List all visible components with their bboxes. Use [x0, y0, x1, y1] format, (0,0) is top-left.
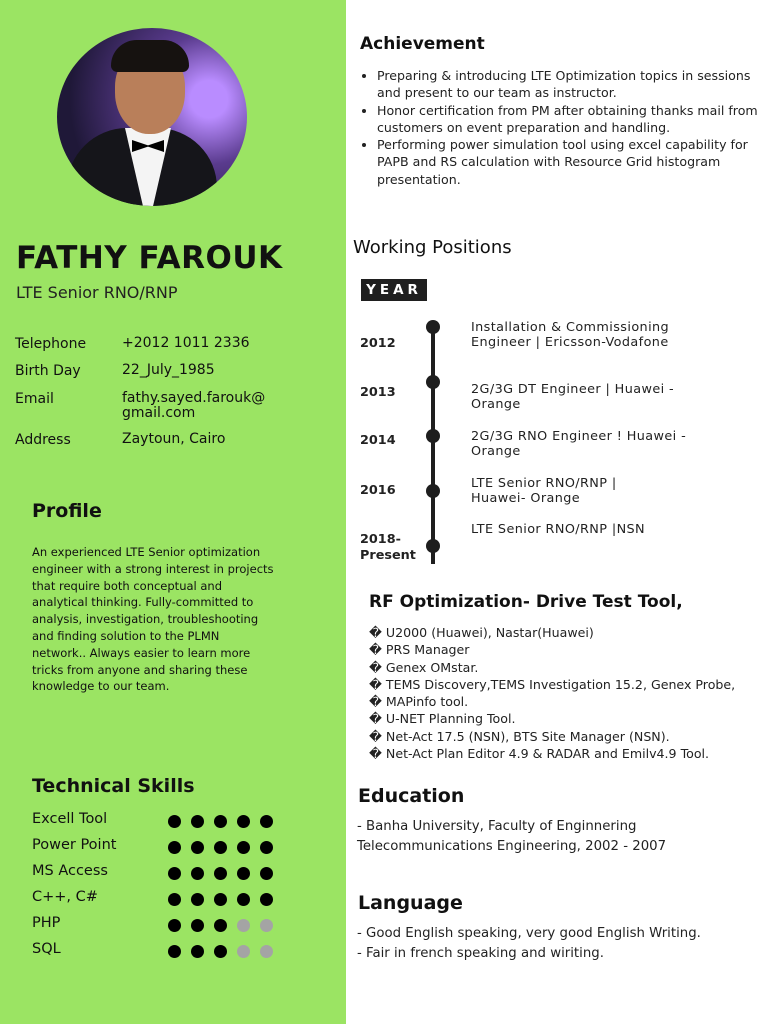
contact-value-email: fathy.sayed.farouk@ gmail.com — [122, 390, 266, 421]
skill-name: MS Access — [32, 863, 108, 879]
rating-dot-empty — [260, 945, 273, 958]
education-line: - Banha University, Faculty of Enginnering — [357, 819, 637, 834]
profile-heading: Profile — [32, 500, 102, 522]
rating-dot-empty — [237, 919, 250, 932]
photo-hair — [111, 40, 189, 72]
timeline-description: LTE Senior RNO/RNP |NSN — [471, 522, 646, 537]
achievement-item: • Performing power simulation tool using excel capability for PAPB and RS calculation with Resource Grid histogram presentation. — [377, 136, 762, 188]
candidate-title: LTE Senior RNO/RNP — [16, 283, 178, 302]
rating-dot-filled — [168, 893, 181, 906]
rating-dot-filled — [191, 893, 204, 906]
timeline-description: 2G/3G RNO Engineer ! Huawei - Orange — [471, 429, 687, 459]
timeline-description: Installation & Commissioning Engineer | Ericsson-Vodafone — [471, 320, 670, 350]
contact-label-birthday: Birth Day — [15, 363, 81, 379]
achievement-list — [360, 67, 762, 188]
rf-tool-item: � Net-Act 17.5 (NSN), BTS Site Manager (NSN). — [369, 728, 670, 744]
contact-value-birthday: 22_July_1985 — [122, 362, 215, 378]
achievement-heading: Achievement — [360, 34, 485, 54]
timeline-dot — [426, 484, 440, 498]
rf-tool-item: � TEMS Discovery,TEMS Investigation 15.2, Genex Probe, — [369, 676, 736, 692]
skill-rating — [168, 841, 278, 855]
rf-tools-heading: RF Optimization- Drive Test Tool, — [369, 592, 683, 612]
timeline-dot — [426, 429, 440, 443]
rating-dot-filled — [168, 945, 181, 958]
rating-dot-filled — [260, 841, 273, 854]
rating-dot-filled — [214, 815, 227, 828]
rating-dot-filled — [191, 815, 204, 828]
rating-dot-filled — [168, 815, 181, 828]
achievement-item: • Preparing & introducing LTE Optimization topics in sessions and present to our team as instructor. — [377, 67, 762, 102]
year-label: YEAR — [366, 282, 422, 298]
contact-label-telephone: Telephone — [15, 336, 87, 352]
timeline-year: 2016 — [360, 483, 396, 498]
timeline-dot — [426, 320, 440, 334]
skill-name: Excell Tool — [32, 811, 108, 827]
rating-dot-filled — [191, 867, 204, 880]
education-heading: Education — [358, 785, 465, 807]
rating-dot-filled — [214, 893, 227, 906]
timeline-description: 2G/3G DT Engineer | Huawei - Orange — [471, 382, 675, 412]
rf-tool-item: � Net-Act Plan Editor 4.9 & RADAR and Emilv4.9 Tool. — [369, 746, 710, 762]
rating-dot-filled — [168, 867, 181, 880]
rating-dot-filled — [260, 867, 273, 880]
contact-value-address: Zaytoun, Cairo — [122, 431, 226, 447]
candidate-name: FATHY FAROUK — [16, 240, 283, 276]
rf-tool-item: � Genex OMstar. — [369, 659, 479, 675]
skill-name: Power Point — [32, 837, 117, 853]
skills-heading: Technical Skills — [32, 775, 195, 797]
timeline-dot — [426, 375, 440, 389]
rating-dot-filled — [191, 919, 204, 932]
contact-value-telephone: +2012 1011 2336 — [122, 335, 250, 351]
year-label-box — [361, 279, 427, 301]
timeline-year: 2014 — [360, 433, 396, 448]
skill-rating — [168, 867, 278, 881]
rf-tool-item: � MAPinfo tool. — [369, 694, 469, 710]
rating-dot-filled — [168, 841, 181, 854]
language-line: - Fair in french speaking and wiriting. — [357, 946, 604, 961]
skill-rating — [168, 815, 278, 829]
contact-label-address: Address — [15, 432, 71, 448]
rating-dot-empty — [237, 945, 250, 958]
rating-dot-filled — [191, 945, 204, 958]
rf-tool-item: � U-NET Planning Tool. — [369, 711, 516, 727]
skill-rating — [168, 893, 278, 907]
timeline-year: 2012 — [360, 336, 396, 351]
timeline-year: 2013 — [360, 385, 396, 400]
timeline-description: LTE Senior RNO/RNP | Huawei- Orange — [471, 476, 617, 506]
skill-rating — [168, 919, 278, 933]
rating-dot-filled — [214, 919, 227, 932]
rating-dot-filled — [214, 945, 227, 958]
skill-name: C++, C# — [32, 889, 98, 905]
skill-rating — [168, 945, 278, 959]
rating-dot-filled — [237, 867, 250, 880]
language-heading: Language — [358, 892, 463, 914]
rating-dot-filled — [260, 815, 273, 828]
skill-name: SQL — [32, 941, 61, 957]
profile-photo — [57, 28, 247, 206]
contact-label-email: Email — [15, 391, 54, 407]
rf-tool-item: � PRS Manager — [369, 642, 470, 658]
timeline-dot — [426, 539, 440, 553]
rating-dot-filled — [214, 841, 227, 854]
rating-dot-filled — [237, 815, 250, 828]
rf-tool-item: � U2000 (Huawei), Nastar(Huawei) — [369, 625, 594, 640]
skill-name: PHP — [32, 915, 61, 931]
language-line: - Good English speaking, very good English Writing. — [357, 926, 701, 941]
positions-heading: Working Positions — [353, 237, 512, 258]
achievement-item: • Honor certification from PM after obtaining thanks mail from customers on event preparation and handling. — [377, 102, 762, 137]
rating-dot-filled — [237, 893, 250, 906]
rating-dot-filled — [191, 841, 204, 854]
rating-dot-empty — [260, 919, 273, 932]
rating-dot-filled — [237, 841, 250, 854]
rating-dot-filled — [260, 893, 273, 906]
rating-dot-filled — [168, 919, 181, 932]
rating-dot-filled — [214, 867, 227, 880]
rf-tools-list — [369, 624, 759, 762]
timeline-year: 2018- Present — [360, 532, 416, 563]
timeline-line — [431, 326, 435, 564]
profile-text: An experienced LTE Senior optimization engineer with a strong interest in projects that require both conceptual and analytical thinking. Fully-committed to analysis, investigation, troubleshooting and finding solution to the PLMN network.. Always easier to learn more tricks from anyone and sharing these knowledge to our team. — [32, 545, 274, 694]
education-line: Telecommunications Engineering, 2002 - 2007 — [357, 839, 667, 854]
